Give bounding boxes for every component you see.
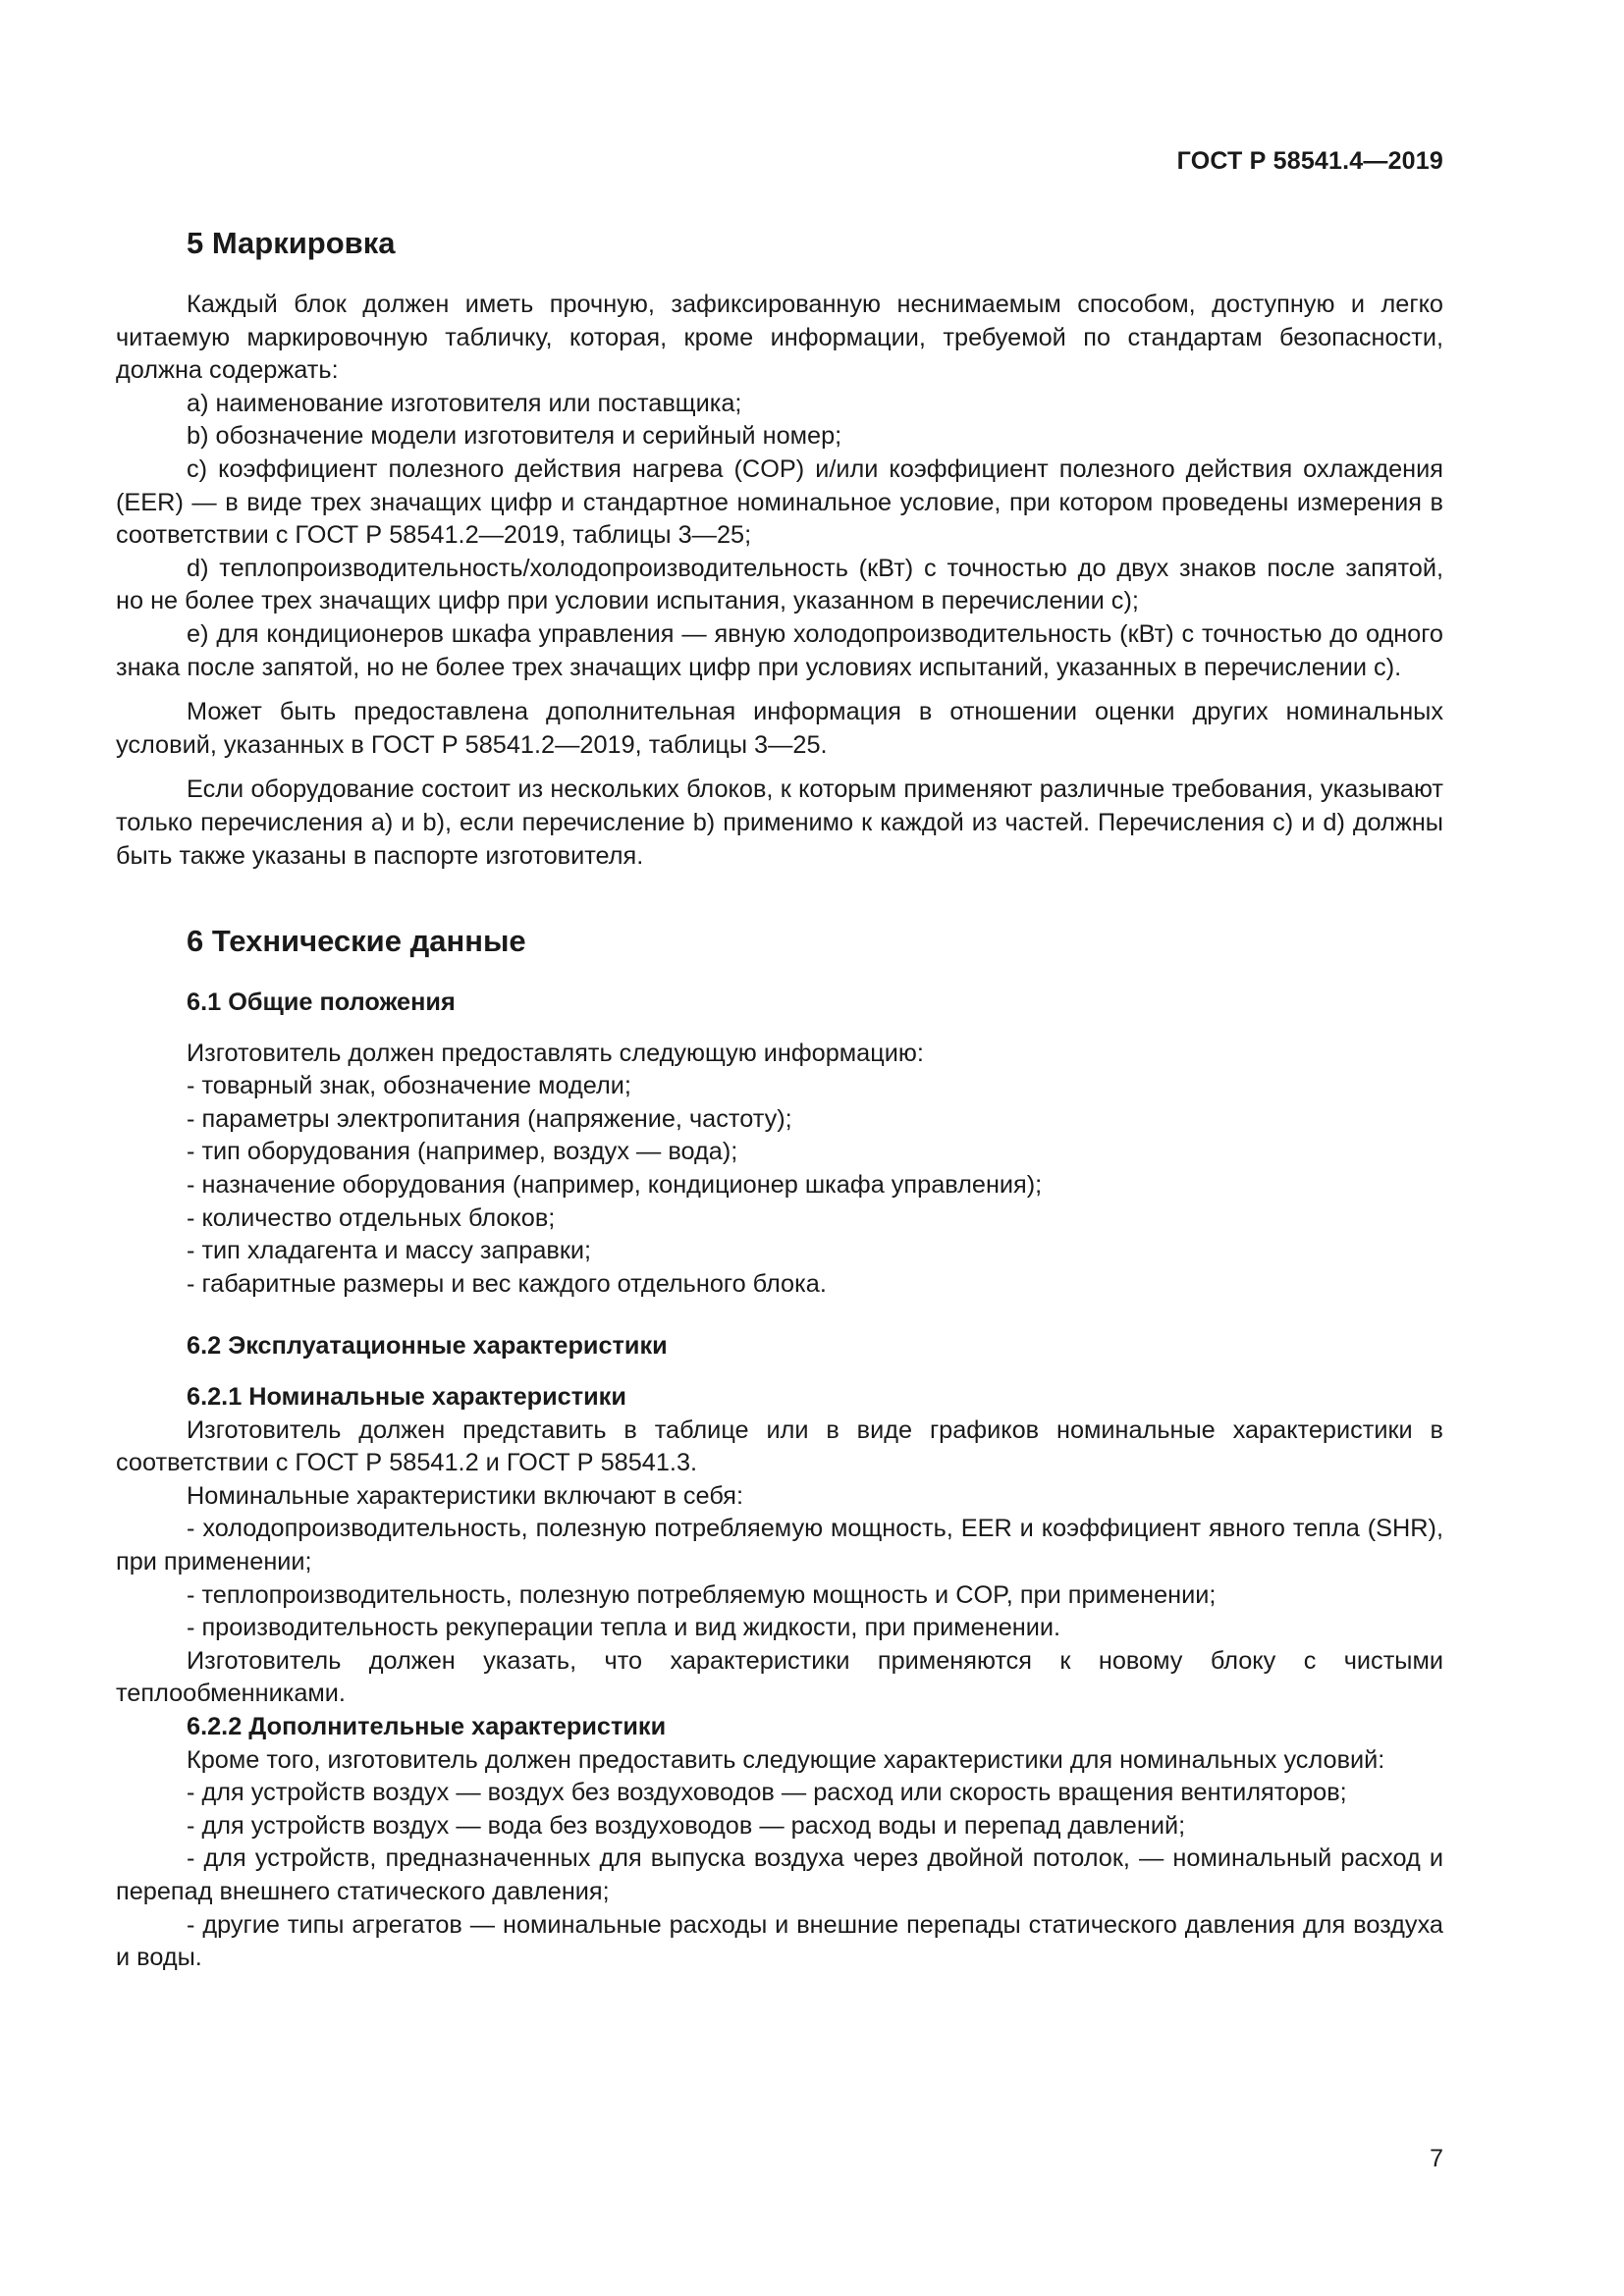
subsection-6-2-1-heading: 6.2.1 Номинальные характеристики [187, 1383, 626, 1412]
document-body [116, 224, 1443, 1975]
page-number: 7 [1430, 2145, 1443, 2172]
section-5-item-d: d) теплопроизводительность/холодопроизводительность (кВт) с точностью до двух знаков после запятой, но не более трех значащих цифр при условии испытания, указанном в перечислении c); [116, 554, 1443, 615]
subsection-6-2-1-paragraph-2: Номинальные характеристики включают в себя: [187, 1481, 743, 1510]
subsection-6-2-2-paragraph-1: Кроме того, изготовитель должен предоставить следующие характеристики для номинальных условий: [187, 1745, 1385, 1774]
subsection-6-2-2-item: - для устройств, предназначенных для выпуска воздуха через двойной потолок, — номинальный расход и перепад внешнего статического давления; [116, 1844, 1443, 1905]
subsection-6-2-1-paragraph-3: Изготовитель должен указать, что характеристики применяются к новому блоку с чистыми теплообменниками. [116, 1646, 1443, 1708]
section-6-heading: 6 Технические данные [187, 924, 526, 959]
subsection-6-1-item: - габаритные размеры и вес каждого отдельного блока. [187, 1269, 827, 1298]
subsection-6-1-intro: Изготовитель должен предоставлять следующую информацию: [187, 1039, 924, 1067]
subsection-6-2-2-heading: 6.2.2 Дополнительные характеристики [187, 1712, 667, 1740]
document-id: ГОСТ Р 58541.4—2019 [1176, 147, 1443, 175]
section-5-item-e: e) для кондиционеров шкафа управления — явную холодопроизводительность (кВт) с точностью до одного знака после запятой, но не более трех значащих цифр при условиях испытаний, указанных в перечислении c). [116, 619, 1443, 681]
subsection-6-1-item: - тип оборудования (например, воздух — вода); [187, 1138, 738, 1166]
section-5-item-c: c) коэффициент полезного действия нагрева (COP) и/или коэффициент полезного действия охлаждения (EER) — в виде трех значащих цифр и стандартное номинальное условие, при котором проведены измерения в соответствии с ГОСТ Р 58541.2—2019, таблицы 3—25; [116, 454, 1443, 550]
subsection-6-1-item: - количество отдельных блоков; [187, 1203, 556, 1232]
subsection-6-2-1-item: - теплопроизводительность, полезную потребляемую мощность и COP, при применении; [187, 1580, 1217, 1609]
subsection-6-2-2-item: - для устройств воздух — воздух без воздуховодов — расход или скорость вращения вентиляторов; [187, 1779, 1347, 1807]
section-5-paragraph-2: Может быть предоставлена дополнительная информация в отношении оценки других номинальных условий, указанных в ГОСТ Р 58541.2—2019, таблицы 3—25. [116, 698, 1443, 759]
subsection-6-2-1-item: - производительность рекуперации тепла и вид жидкости, при применении. [187, 1614, 1061, 1642]
subsection-6-2-2-item: - для устройств воздух — вода без воздуховодов — расход воды и перепад давлений; [187, 1811, 1186, 1840]
subsection-6-1-item: - товарный знак, обозначение модели; [187, 1072, 631, 1100]
subsection-6-2-heading: 6.2 Эксплуатационные характеристики [187, 1332, 668, 1361]
subsection-6-1-item: - параметры электропитания (напряжение, частоту); [187, 1104, 792, 1133]
section-5-intro: Каждый блок должен иметь прочную, зафиксированную неснимаемым способом, доступную и легко читаемую маркировочную табличку, которая, кроме информации, требуемой по стандартам безопасности, должна содержать: [116, 291, 1443, 385]
section-5-item-a: a) наименование изготовителя или поставщика; [187, 389, 742, 417]
section-5-paragraph-3: Если оборудование состоит из нескольких блоков, к которым применяют различные требования, указывают только перечисления a) и b), если перечисление b) применимо к каждой из частей. Перечисления c) и d) должны быть также указаны в паспорте изготовителя. [116, 775, 1443, 870]
section-5-item-b: b) обозначение модели изготовителя и серийный номер; [187, 422, 842, 451]
subsection-6-2-1-item: - холодопроизводительность, полезную потребляемую мощность, EER и коэффициент явного тепла (SHR), при применении; [116, 1515, 1443, 1575]
subsection-6-1-heading: 6.1 Общие положения [187, 988, 456, 1017]
subsection-6-2-2-item: - другие типы агрегатов — номинальные расходы и внешние перепады статического давления для воздуха и воды. [116, 1910, 1443, 1972]
subsection-6-2-1-paragraph-1: Изготовитель должен представить в таблице или в виде графиков номинальные характеристики в соответствии с ГОСТ Р 58541.2 и ГОСТ Р 58541.3. [116, 1415, 1443, 1477]
subsection-6-1-item: - назначение оборудования (например, кондиционер шкафа управления); [187, 1171, 1043, 1200]
subsection-6-1-item: - тип хладагента и массу заправки; [187, 1237, 592, 1265]
section-5-heading: 5 Маркировка [187, 226, 396, 260]
